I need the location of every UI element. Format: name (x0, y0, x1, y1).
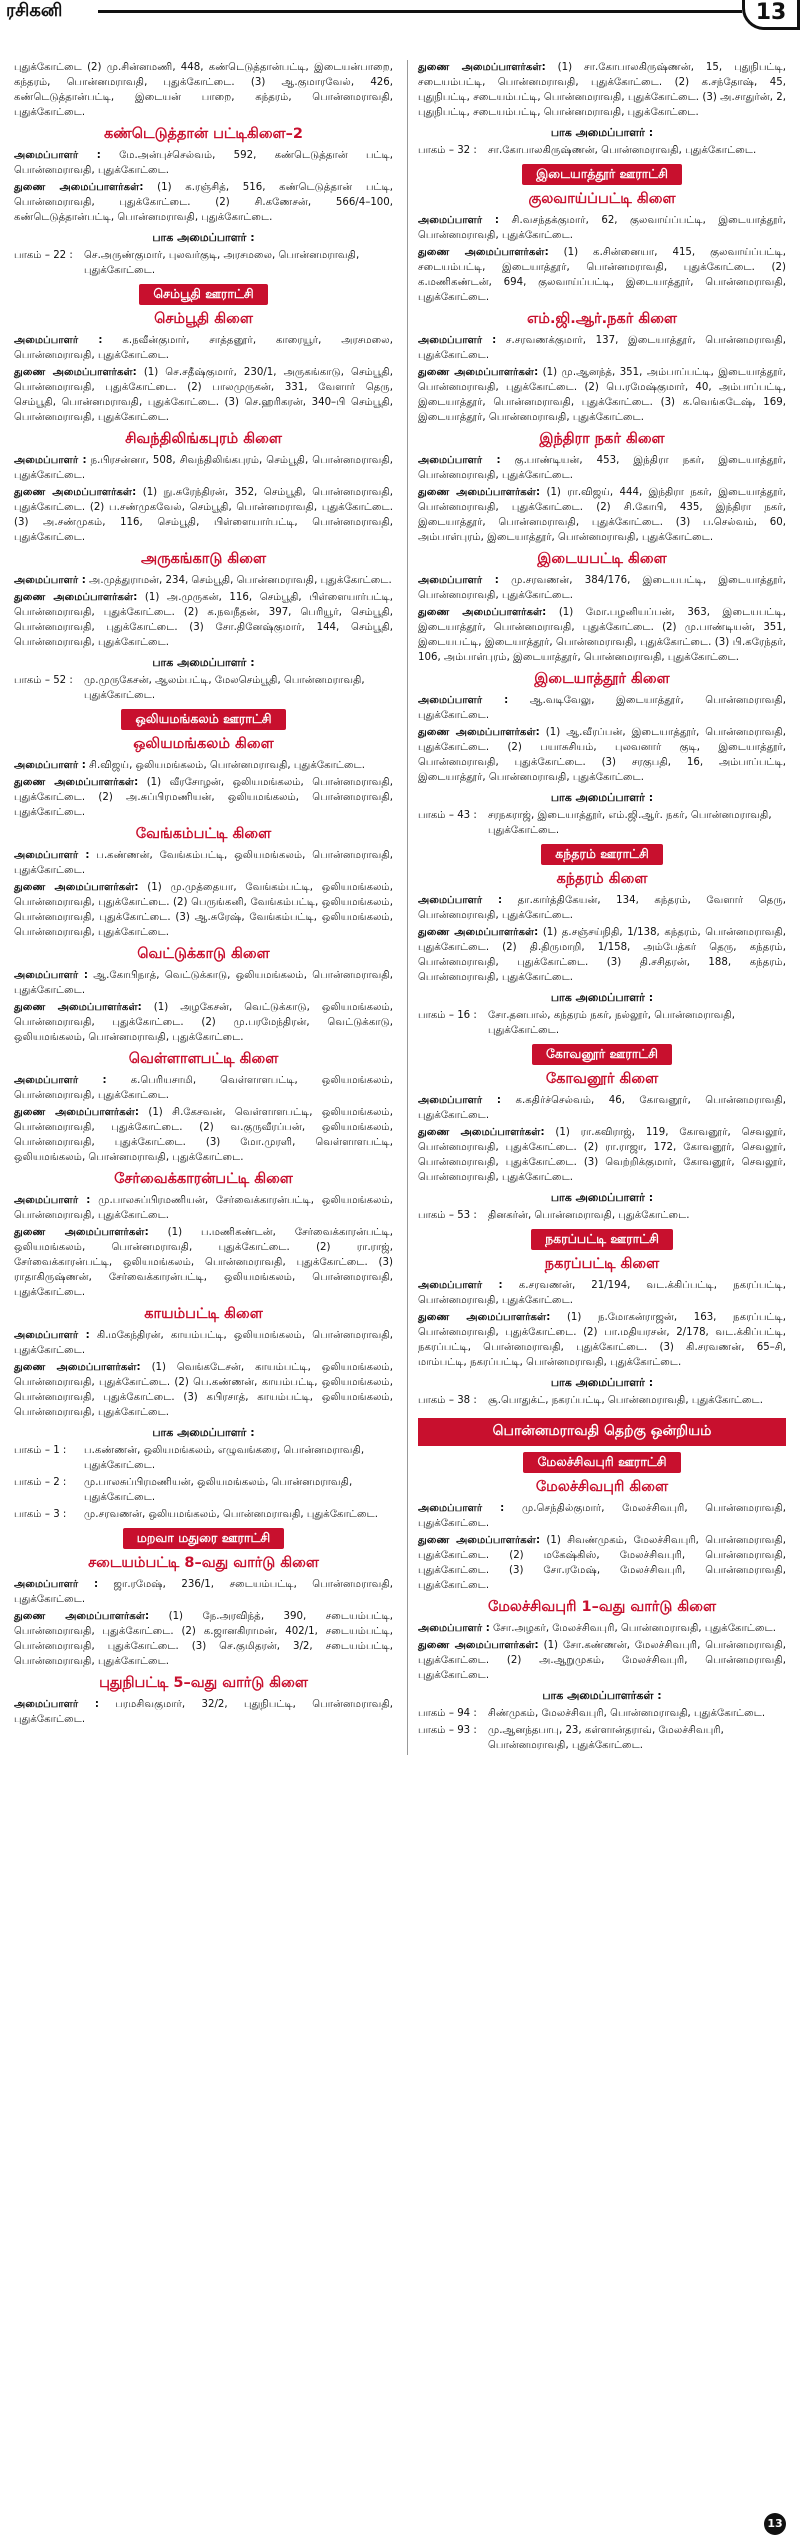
page-number-tab: 13 (742, 0, 800, 30)
organizer-entry (14, 1193, 393, 1223)
role-label: துணை அமைப்பாளர்கள்: (14, 1227, 149, 1238)
part-number: பாகம் – 32 : (418, 145, 477, 156)
organizer-details: (1) அ.முருகன், 116, செம்பூதி, பிள்ளையார்பட்டி, பொன்னமராவதி, புதுக்கோட்டை. (2) க.நவநீதன், 397, பெரியூர், செம்பூதி, பொன்னமராவதி, புதுக்கோட்டை. (3) சோ.தினேஷ்குமார், 144, செம்பூதி, பொன்னமராவதி, புதுக்கோட்டை. (14, 592, 393, 648)
role-label: அமைப்பாளர் : (14, 575, 86, 586)
organizer-entry (14, 848, 393, 878)
organizer-details: சி.வசந்தக்குமார், 62, குலவாய்ப்பட்டி, இடையாத்தூர், பொன்னமராவதி, புதுக்கோட்டை. (418, 215, 787, 241)
part-organizer: மு.முருகேசன், ஆலம்பட்டி, மேலசெம்பூதி, பொன்னமராவதி, புதுக்கோட்டை. (84, 675, 365, 701)
role-label: அமைப்பாளர் : (418, 1623, 490, 1634)
role-label: துணை அமைப்பாளர்கள்: (418, 1640, 539, 1651)
part-organizer: சிண்முகம், மேலச்சிவபுரி, பொன்னமராவதி, புதுக்கோட்டை. (488, 1708, 766, 1719)
role-label: அமைப்பாளர் : (418, 215, 500, 226)
organizer-entry (418, 605, 786, 665)
part-number: பாகம் – 94 : (418, 1708, 477, 1719)
role-label: துணை அமைப்பாளர்கள்: (418, 1127, 545, 1138)
organizer-entry (418, 245, 786, 305)
organizer-entry (14, 485, 393, 545)
organizer-entry (14, 590, 393, 650)
role-label: துணை அமைப்பாளர்கள்: (14, 592, 138, 603)
part-organizer: செ.அருண்குமார், புலவர்குடி, அரசமலை, பொன்னமராவதி, புதுக்கோட்டை. (84, 250, 360, 276)
organizer-entry (418, 1278, 786, 1308)
organizer-entry (14, 1577, 393, 1607)
organizer-details: ஆ.கோபிநாத், வெட்டுக்காடு, ஒலியமங்கலம், பொன்னமராவதி, புதுக்கோட்டை. (14, 970, 394, 996)
organizer-details: (1) சோ.கண்ணன், மேலச்சிவபுரி, பொன்னமராவதி, புதுக்கோட்டை. (2) அ.ஆறுமுகம், மேலச்சிவபுரி, பொன்னமராவதி, புதுக்கோட்டை. (418, 1640, 786, 1681)
organizer-entry (14, 1609, 393, 1669)
part-number: பாகம் – 2 : (14, 1477, 67, 1488)
organizer-details: மு.செந்தில்குமார், மேலச்சிவபுரி, பொன்னமராவதி, புதுக்கோட்டை. (418, 1503, 786, 1529)
branch-heading: மேலச்சிவபுரி 1–வது வார்டு கிளை (487, 1599, 717, 1615)
organizer-details: க.பெரியசாமி, வெள்ளாளபட்டி, ஒலியமங்கலம், பொன்னமராவதி, புதுக்கோட்டை. (14, 1075, 393, 1101)
part-number: பாகம் – 22 : (14, 250, 73, 261)
role-label: அமைப்பாளர் : (14, 455, 87, 466)
organizer-details: க.சரவணன், 21/194, வட.க்கிப்பட்டி, நகரப்பட்டி, பொன்னமராவதி, புதுக்கோட்டை. (418, 1280, 786, 1306)
organizer-entry (14, 775, 393, 820)
part-entry (418, 143, 786, 158)
organizer-details: க.நவீன்குமார், சாத்தனூர், காரையூர், அரசமலை, பொன்னமராவதி, புதுக்கோட்டை. (14, 335, 394, 361)
organizer-entry (418, 453, 786, 483)
organizer-entry (418, 485, 786, 545)
role-label: அமைப்பாளர் : (14, 760, 86, 771)
organizer-details: சி.விஜய், ஒலியமங்கலம், பொன்னமராவதி, புதுக்கோட்டை. (89, 760, 366, 771)
organizer-details: (1) அழகேசன், வெட்டுக்காடு, ஒலியமங்கலம், பொன்னமராவதி, புதுக்கோட்டை. (2) மு.பரமேந்திரன், வெட்டுக்காடு, ஒலியமங்கலம், பொன்னமராவதி, புதுக்கோட்டை. (14, 1002, 394, 1043)
panchayat-banner: ஒலியமங்கலம் ஊராட்சி (121, 709, 285, 730)
part-entry (14, 1475, 393, 1505)
corner-page-number: 13 (764, 2513, 786, 2535)
organizer-details: ந.பிரசன்னா, 508, சிவந்திலிங்கபுரம், செம்பூதி, பொன்னமராவதி, புதுக்கோட்டை. (14, 455, 393, 481)
header-rule (98, 10, 742, 13)
role-label: துணை அமைப்பாளர்கள்: (14, 1107, 140, 1118)
organizer-entry (14, 1225, 393, 1300)
organizer-entry (14, 1073, 393, 1103)
role-label: அமைப்பாளர் : (14, 335, 103, 346)
panchayat-banner: இடையாத்தூர் ஊராட்சி (522, 164, 682, 185)
organizer-details: (1) செ.சதீஷ்குமார், 230/1, அருகங்காடு, செம்பூதி, பொன்னமராவதி, புதுக்கோட்டை. (2) பாலமுருகன், 331, வேளார் தெரு, செம்பூதி, பொன்னமராவதி, புதுக்கோட்டை. (3) செ.ஹரிகரன், 340–பி செம்பூதி, பொன்னமராவதி, புதுக்கோட்டை. (14, 367, 393, 423)
part-entry (14, 1507, 393, 1522)
part-entry (14, 673, 393, 703)
branch-heading: கண்டெடுத்தான் பட்டிகிளை–2 (104, 126, 303, 142)
organizer-entry (418, 333, 786, 363)
organizer-details: (1) சி.கேசவன், வெள்ளாளபட்டி, ஒலியமங்கலம், பொன்னமராவதி, புதுக்கோட்டை. (2) வ.குருவீரப்பன், ஒலியமங்கலம், பொன்னமராவதி, புதுக்கோட்டை. (3) மோ.முரளி, வெள்ளாளபட்டி, ஒலியமங்கலம், பொன்னமராவதி, புதுக்கோட்டை. (14, 1107, 393, 1163)
part-number: பாகம் – 43 : (418, 810, 477, 821)
panchayat-banner: கோவனூர் ஊராட்சி (532, 1044, 672, 1065)
part-number: பாகம் – 38 : (418, 1395, 477, 1406)
branch-heading: சேர்வைக்காரன்பட்டி கிளை (114, 1171, 293, 1187)
branch-heading: குலவாய்ப்பட்டி கிளை (528, 191, 676, 207)
role-label: துணை அமைப்பாளர்கள்: (14, 182, 144, 193)
part-organizer-heading: பாக அமைப்பாளர் : (550, 991, 654, 1004)
part-entry (418, 808, 786, 838)
role-label: துணை அமைப்பாளர்கள்: (418, 1535, 541, 1546)
organizer-entry (418, 925, 786, 985)
organizer-entry (418, 1310, 786, 1370)
part-organizer: ப.கண்ணன், ஒலியமங்கலம், எழுவங்கரை, பொன்னமராவதி, புதுக்கோட்டை. (84, 1445, 365, 1471)
organizer-entry (14, 453, 393, 483)
part-entry (14, 248, 393, 278)
role-label: அமைப்பாளர் : (418, 695, 509, 706)
organizer-details: (1) வீரசோழன், ஒலியமங்கலம், பொன்னமராவதி, புதுக்கோட்டை. (2) அ.சுப்பிரமணியன், ஒலியமங்கலம், பொன்னமராவதி, புதுக்கோட்டை. (14, 777, 393, 818)
branch-heading: ஒலியமங்கலம் கிளை (133, 736, 274, 752)
part-number: பாகம் – 53 : (418, 1210, 477, 1221)
organizer-entry (14, 880, 393, 940)
organizer-entry (14, 1105, 393, 1165)
role-label: அமைப்பாளர் : (14, 850, 90, 861)
organizer-details: (1) ப.மணிகண்டன், சேர்வைக்காரன்பட்டி, ஒலியமங்கலம், பொன்னமராவதி, புதுக்கோட்டை. (2) ரா.ராஜ், சேர்வைக்காரன்பட்டி, ஒலியமங்கலம், பொன்னமராவதி, புதுக்கோட்டை. (3) ராதாகிருஷ்ணன், சேர்வைக்காரன்பட்டி, ஒலியமங்கலம், பொன்னமராவதி, புதுக்கோட்டை. (14, 1227, 393, 1298)
part-organizer-heading: பாக அமைப்பாளர் : (152, 231, 255, 244)
part-organizer-heading: பாக அமைப்பாளர் : (152, 656, 255, 669)
role-label: அமைப்பாளர் : (14, 1699, 99, 1710)
part-organizer-heading: பாக அமைப்பாளர் : (550, 791, 654, 804)
organizer-details: மு.பாலசுப்பிரமணியன், சேர்வைக்காரன்பட்டி, ஒலியமங்கலம், பொன்னமராவதி, புதுக்கோட்டை. (14, 1195, 394, 1221)
organizer-entry (14, 1328, 393, 1358)
part-entry (418, 1008, 786, 1038)
organizer-entry (14, 968, 393, 998)
branch-heading: காயம்பட்டி கிளை (144, 1306, 263, 1322)
organizer-entry (418, 1638, 786, 1683)
organizer-details: (1) மோ.பழனியப்பன், 363, இடையபட்டி, இடையாத்தூர், பொன்னமராவதி, புதுக்கோட்டை. (2) மு.பாண்டியன், 351, இடையபட்டி, இடையாத்தூர், பொன்னமராவதி, புதுக்கோட்டை. (3) பி.கரேந்தர், 106, அம்பாள்புரம், இடையாத்தூர், பொன்னமராவதி, புதுக்கோட்டை. (418, 607, 786, 663)
organizer-details: (1) ஆ.வீரப்பன், இடையாத்தூர், பொன்னமராவதி, புதுக்கோட்டை. (2) பயாசுசியம், புலவனார் குடி, இடையாத்தூர், பொன்னமராவதி, புதுக்கோட்டை. (3) சரகுபதி, 16, அம்பாப்பட்டி, இடையாத்தூர், பொன்னமராவதி, புதுக்கோட்டை. (418, 727, 786, 783)
role-label: அமைப்பாளர் : (14, 1075, 107, 1086)
role-label: துணை அமைப்பாளர்கள்: (14, 487, 137, 498)
part-organizer: மு.பாலசுப்பிரமணியன், ஒலியமங்கலம், பொன்னமராவதி, புதுக்கோட்டை. (84, 1477, 353, 1503)
branch-heading: வெள்ளாளபட்டி கிளை (128, 1051, 279, 1067)
branch-heading: நகரப்பட்டி கிளை (544, 1256, 660, 1272)
branch-heading: எம்.ஜி.ஆர்.நகர் கிளை (526, 311, 678, 327)
panchayat-banner: செம்பூதி ஊராட்சி (139, 284, 267, 305)
organizer-details: (1) சிவண்முகம், மேலச்சிவபுரி, பொன்னமராவதி, புதுக்கோட்டை. (2) மகேஷ்கிஸ், மேலச்சிவபுரி, பொன்னமராவதி, புதுக்கோட்டை. (3) சோ.ரமேஷ், மேலச்சிவபுரி, பொன்னமராவதி, புதுக்கோட்டை. (418, 1535, 786, 1591)
part-number: பாகம் – 93 : (418, 1725, 477, 1736)
organizer-entry (418, 1093, 786, 1123)
role-label: அமைப்பாளர் : (418, 1095, 502, 1106)
role-label: துணை அமைப்பாளர்கள்: (14, 1002, 142, 1013)
organizer-details: (1) மு.ஆனந்த், 351, அம்பாப்பட்டி, இடையாத்தூர், பொன்னமராவதி, புதுக்கோட்டை. (2) பெ.ரமேஷ்குமார், 40, அம்பாப்பட்டி, இடையாத்தூர், பொன்னமராவதி, புதுக்கோட்டை. (3) க.வெங்கடேஷ், 169, இடையாத்தூர், பொன்னமராவதி, புதுக்கோட்டை. (418, 367, 786, 423)
branch-heading: சடையம்பட்டி 8–வது வார்டு கிளை (88, 1555, 319, 1571)
part-organizer: சோ.தனபால், கந்தரம் நகர், நல்லூர், பொன்னமராவதி, புதுக்கோட்டை. (488, 1010, 735, 1036)
organizer-details: (1) மு.முத்தையா, வேங்கம்பட்டி, ஒலியமங்கலம், பொன்னமராவதி, புதுக்கோட்டை. (2) பெருங்கனி, வேங்கம்பட்டி, ஒலியமங்கலம், பொன்னமராவதி, புதுக்கோட்டை. (3) ஆ.சுரேஷ், வேங்கம்பட்டி, ஒலியமங்கலம், பொன்னமராவதி, புதுக்கோட்டை. (14, 882, 393, 938)
role-label: அமைப்பாளர் : (14, 970, 88, 981)
organizer-details: கு.பாண்டியன், 453, இந்திரா நகர், இடையாத்தூர், பொன்னமராவதி, புதுக்கோட்டை. (418, 455, 786, 481)
organizer-details: தா.கார்த்திகேயன், 134, கந்தரம், வேளார் தெரு, பொன்னமராவதி, புதுக்கோட்டை. (418, 895, 786, 921)
role-label: அமைப்பாளர் : (418, 1503, 505, 1514)
organizer-details: கி.மகேந்திரன், காயம்பட்டி, ஒலியமங்கலம், பொன்னமராவதி, புதுக்கோட்டை. (14, 1330, 393, 1356)
part-organizer: சூ.பொதுக்ட், நகரப்பட்டி, பொன்னமராவதி, புதுக்கோட்டை. (488, 1395, 763, 1406)
article-columns (14, 60, 786, 1755)
role-label: துணை அமைப்பாளர்கள்: (14, 1611, 150, 1622)
role-label: துணை அமைப்பாளர்கள்: (14, 367, 137, 378)
page-header (0, 0, 800, 24)
role-label: அமைப்பாளர் : (14, 1579, 99, 1590)
role-label: அமைப்பாளர் : (418, 455, 501, 466)
part-organizer-heading: பாக அமைப்பாளர்கள் : (542, 1689, 662, 1702)
organizer-details: க.கதிர்ச்செல்வம், 46, கோவனூர், பொன்னமராவதி, புதுக்கோட்டை. (418, 1095, 786, 1121)
branch-heading: செம்பூதி கிளை (154, 311, 253, 327)
part-organizer: சா.கோபாலகிருஷ்ணன், பொன்னமராவதி, புதுக்கோட்டை. (488, 145, 757, 156)
role-label: துணை அமைப்பாளர்கள்: (14, 777, 139, 788)
part-entry (14, 1443, 393, 1473)
organizer-entry (14, 1697, 393, 1727)
right-column (407, 60, 786, 1755)
union-banner: பொன்னமராவதி தெற்கு ஒன்றியம் (418, 1418, 786, 1446)
organizer-entry (418, 60, 786, 120)
left-column (14, 60, 393, 1755)
organizer-details: சோ.அழகர், மேலச்சிவபுரி, பொன்னமராவதி, புதுக்கோட்டை. (493, 1623, 776, 1634)
branch-heading: இந்திரா நகர் கிளை (539, 431, 665, 447)
role-label: துணை அமைப்பாளர்கள்: (418, 1312, 551, 1323)
organizer-details: ப.கண்ணன், வேங்கம்பட்டி, ஒலியமங்கலம், பொன்னமராவதி, புதுக்கோட்டை. (14, 850, 393, 876)
role-label: துணை அமைப்பாளர்கள்: (418, 607, 547, 618)
organizer-entry (418, 573, 786, 603)
branch-heading: அருகங்காடு கிளை (140, 551, 267, 567)
branch-heading: புதுநிபட்டி 5–வது வார்டு கிளை (99, 1675, 308, 1691)
panchayat-banner: மேலச்சிவபுரி ஊராட்சி (523, 1452, 680, 1473)
role-label: துணை அமைப்பாளர்கள்: (14, 1362, 141, 1373)
branch-heading: இடையாத்தூர் கிளை (534, 671, 670, 687)
part-organizer-heading: பாக அமைப்பாளர் : (550, 1376, 654, 1389)
panchayat-banner: கந்தரம் ஊராட்சி (541, 844, 663, 865)
part-entry (418, 1706, 786, 1721)
organizer-entry (418, 693, 786, 723)
part-entry (418, 1393, 786, 1408)
part-entry (418, 1208, 786, 1223)
organizer-details: (1) த.சஞ்சய்நிதி, 1/138, கந்தரம், பொன்னமராவதி, புதுக்கோட்டை. (2) தி.திருமாறி, 1/158, அம்பேத்கர் தெரு, கந்தரம், பொன்னமராவதி, புதுக்கோட்டை. (3) தி.சசிதரன், 188, கந்தரம், பொன்னமராவதி, புதுக்கோட்டை. (418, 927, 786, 983)
organizer-entry (14, 333, 393, 363)
organizer-details: மு.சரவணன், 384/176, இடையபட்டி, இடையாத்தூர், பொன்னமராவதி, புதுக்கோட்டை. (418, 575, 787, 601)
organizer-entry (418, 1125, 786, 1185)
organizer-details: (1) வெங்கடேசன், காயம்பட்டி, ஒலியமங்கலம், பொன்னமராவதி, புதுக்கோட்டை. (2) பெ.கண்ணன், காயம்பட்டி, ஒலியமங்கலம், பொன்னமராவதி, புதுக்கோட்டை. (3) கபிரசாத், காயம்பட்டி, ஒலியமங்கலம், பொன்னமராவதி, புதுக்கோட்டை. (14, 1362, 393, 1418)
branch-heading: மேலச்சிவபுரி கிளை (535, 1479, 669, 1495)
part-entry (418, 1723, 786, 1753)
organizer-details: ஆ.வடிவேலு, இடையாத்தூர், பொன்னமராவதி, புதுக்கோட்டை. (418, 695, 786, 721)
organizer-entry (418, 1533, 786, 1593)
panchayat-banner: மறவா மதுரை ஊராட்சி (123, 1528, 284, 1549)
organizer-details: (1) ந.மோகன்ராஜன், 163, நகரப்பட்டி, பொன்னமராவதி, புதுக்கோட்டை. (2) பா.மதியரசன், 2/178, வட.க்கிப்பட்டி, நகரப்பட்டி, பொன்னமராவதி, புதுக்கோட்டை. (3) கி.சரவணன், 65–சி, மாம்பட்டி, நகரப்பட்டி, பொன்னமராவதி, புதுக்கோட்டை. (418, 1312, 786, 1368)
part-organizer-heading: பாக அமைப்பாளர் : (550, 126, 654, 139)
role-label: துணை அமைப்பாளர்கள்: (418, 927, 539, 938)
organizer-entry (14, 180, 393, 225)
organizer-details: ஜா.ரமேஷ், 236/1, சடையம்பட்டி, பொன்னமராவதி, புதுக்கோட்டை. (14, 1579, 393, 1605)
organizer-details: (1) சா.கோபாலகிருஷ்ணன், 15, புதுநிபட்டி, சடையம்பட்டி, பொன்னமராவதி, புதுக்கோட்டை. (2) க.சந்தோஷ், 45, புதுநிபட்டி, சடையம்பட்டி, பொன்னமராவதி, புதுக்கோட்டை. (3) அ.சாதுர்ன், 2, புதுநிபட்டி, சடையம்பட்டி, பொன்னமராவதி, புதுக்கோட்டை. (418, 62, 786, 118)
part-number: பாகம் – 16 : (418, 1010, 477, 1021)
organizer-entry (14, 573, 393, 588)
panchayat-banner: நகரப்பட்டி ஊராட்சி (531, 1229, 673, 1250)
part-organizer: சரநகராஜ், இடையாத்தூர், எம்.ஜி.ஆர். நகர், பொன்னமராவதி, புதுக்கோட்டை. (488, 810, 772, 836)
organizer-details: மே.அன்புச்செல்வம், 592, கண்டெடுத்தான் பட்டி, பொன்னமராவதி, புதுக்கோட்டை. (14, 150, 393, 176)
role-label: அமைப்பாளர் : (14, 150, 101, 161)
organizer-entry (14, 1360, 393, 1420)
organizer-entry (418, 725, 786, 785)
branch-heading: சிவந்திலிங்கபுரம் கிளை (125, 431, 282, 447)
part-organizer-heading: பாக அமைப்பாளர் : (152, 1426, 255, 1439)
organizer-entry (418, 1501, 786, 1531)
role-label: துணை அமைப்பாளர்கள்: (418, 727, 540, 738)
branch-heading: வேங்கம்பட்டி கிளை (135, 826, 272, 842)
part-organizer: தினகர்ன், பொன்னமராவதி, புதுக்கோட்டை. (488, 1210, 690, 1221)
organizer-entry (14, 365, 393, 425)
part-organizer-heading: பாக அமைப்பாளர் : (550, 1191, 654, 1204)
organizer-entry (418, 213, 786, 243)
organizer-details: ச.சரவணக்குமார், 137, இடையாத்தூர், பொன்னமராவதி, புதுக்கோட்டை. (418, 335, 787, 361)
organizer-entry (418, 1621, 786, 1636)
role-label: அமைப்பாளர் : (418, 895, 503, 906)
branch-heading: கோவனூர் கிளை (545, 1071, 659, 1087)
role-label: அமைப்பாளர் : (14, 1195, 91, 1206)
organizer-entry (14, 1000, 393, 1045)
part-number: பாகம் – 3 : (14, 1509, 67, 1520)
branch-heading: வெட்டுக்காடு கிளை (137, 946, 270, 962)
organizer-details: அ.முத்துராமன், 234, செம்பூதி, பொன்னமராவதி, புதுக்கோட்டை. (89, 575, 392, 586)
organizer-details: (1) நு.சுரேந்திரன், 352, செம்பூதி, பொன்னமராவதி, புதுக்கோட்டை. (2) ப.சண்முகவேல், செம்பூதி, பொன்னமராவதி, புதுக்கோட்டை. (3) அ.சண்முகம், 116, செம்பூதி, பிள்ளையார்பட்டி, பொன்னமராவதி, புதுக்கோட்டை. (14, 487, 393, 543)
organizer-details: (1) க.சின்னையா, 415, குலவாய்ப்பட்டி, சடையம்பட்டி, இடையாத்தூர், பொன்னமராவதி, புதுக்கோட்டை. (2) க.மணிகண்டன், 694, குலவாய்ப்பட்டி, இடையாத்தூர், பொன்னமராவதி, புதுக்கோட்டை. (418, 247, 786, 303)
part-organizer: மு.ஆனந்தபாபு, 23, கள்ளான்தராவ், மேலச்சிவபுரி, பொன்னமராவதி, புதுக்கோட்டை. (488, 1725, 724, 1751)
part-number: பாகம் – 1 : (14, 1445, 67, 1456)
organizer-details: (1) க.ரஞ்சித், 516, கண்டெடுத்தான் பட்டி, பொன்னமராவதி, புதுக்கோட்டை. (2) சி.கணேசன், 566/4–100, கண்டெடுத்தான்பட்டி, பொன்னமராவதி, புதுக்கோட்டை. (14, 182, 393, 223)
part-number: பாகம் – 52 : (14, 675, 73, 686)
organizer-details: பரமசிவகுமார், 32/2, புதுநிபட்டி, பொன்னமராவதி, புதுக்கோட்டை. (14, 1699, 393, 1725)
publication-name: ரசிகனி (6, 0, 63, 21)
organizer-details: (1) ரா.விஜய், 444, இந்திரா நகர், இடையாத்தூர், பொன்னமராவதி, புதுக்கோட்டை. (2) சி.கோபி, 435, இந்திரா நகர், இடையாத்தூர், பொன்னமராவதி, புதுக்கோட்டை. (3) ப.செல்வம், 60, அம்பாள்புரம், இடையாத்தூர், பொன்னமராவதி, புதுக்கோட்டை. (418, 487, 786, 543)
role-label: துணை அமைப்பாளர்கள்: (418, 487, 541, 498)
role-label: துணை அமைப்பாளர்கள்: (14, 882, 139, 893)
role-label: துணை அமைப்பாளர்கள்: (418, 62, 546, 73)
role-label: துணை அமைப்பாளர்கள்: (418, 247, 549, 258)
role-label: அமைப்பாளர் : (418, 335, 497, 346)
organizer-entry (14, 148, 393, 178)
role-label: துணை அமைப்பாளர்கள்: (418, 367, 539, 378)
branch-heading: கந்தரம் கிளை (556, 871, 648, 887)
branch-heading: இடையபட்டி கிளை (537, 551, 667, 567)
organizer-entry (14, 758, 393, 773)
organizer-details: (1) ரா.கவிராஜ், 119, கோவனூர், செவலூர், பொன்னமராவதி, புதுக்கோட்டை. (2) ரா.ராஜா, 172, கோவனூர், செவலூர், பொன்னமராவதி, புதுக்கோட்டை. (3) வெற்றிக்குமார், கோவனூர், செவலூர், பொன்னமராவதி, புதுக்கோட்டை. (418, 1127, 786, 1183)
paragraph: புதுக்கோட்டை (2) மு.சின்னமணி, 448, கண்டெடுத்தான்பட்டி, இடையன்பாறை, கந்தரம், பொன்னமராவதி, புதுக்கோட்டை. (3) ஆ.குமாரவேல், 426, கண்டெடுத்தான்பட்டி, இடையன் பாறை, கந்தரம், பொன்னமராவதி, புதுக்கோட்டை. (14, 62, 393, 118)
part-organizer: மு.சரவணன், ஒலியமங்கலம், பொன்னமராவதி, புதுக்கோட்டை. (84, 1509, 378, 1520)
role-label: அமைப்பாளர் : (14, 1330, 90, 1341)
organizer-details: (1) நே.அரவிந்த், 390, சடையம்பட்டி, பொன்னமராவதி, புதுக்கோட்டை. (2) க.ஜானகிராமன், 402/1, சடையம்பட்டி, பொன்னமராவதி, புதுக்கோட்டை. (3) செ.குமிதரன், 3/2, சடையம்பட்டி, பொன்னமராவதி, புதுக்கோட்டை. (14, 1611, 393, 1667)
role-label: அமைப்பாளர் : (418, 575, 499, 586)
organizer-entry (418, 365, 786, 425)
role-label: அமைப்பாளர் : (418, 1280, 503, 1291)
organizer-entry (418, 893, 786, 923)
